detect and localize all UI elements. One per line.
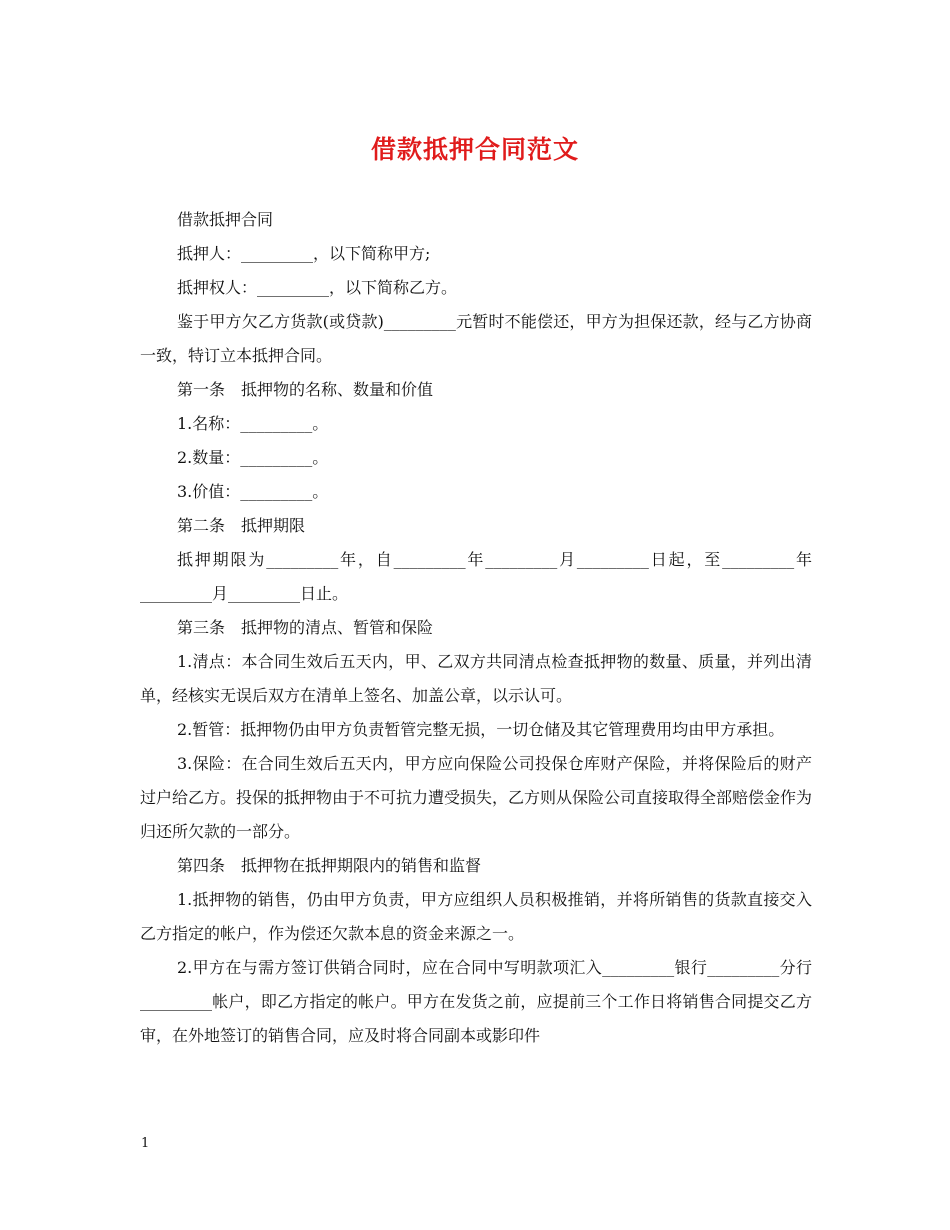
article-3-item-insurance: 3.保险：在合同生效后五天内，甲方应向保险公司投保仓库财产保险，并将保险后的财产过户给乙方。投保的抵押物由于不可抗力遭受损失，乙方则从保险公司直接取得全部赔偿金作为归还所欠款的一部分。	[140, 754, 813, 841]
article-1-item-name: 1.名称：_________。	[177, 414, 329, 433]
paragraph-contract-heading: 借款抵押合同	[177, 210, 274, 229]
document-title: 借款抵押合同范文	[370, 135, 579, 164]
article-3-item-inventory: 1.清点：本合同生效后五天内，甲、乙双方共同清点检查抵押物的数量、质量，并列出清单，经核实无误后双方在清单上签名、加盖公章，以示认可。	[140, 652, 812, 705]
article-2-term: 抵押期限为_________年，自_________年_________月_________日起，至_________年_________月_________日止。	[140, 550, 812, 603]
article-1-item-quantity: 2.数量：_________。	[177, 448, 329, 467]
paragraph-mortgagee: 抵押权人：_________，以下简称乙方。	[177, 278, 458, 297]
article-4-item-sales: 1.抵押物的销售，仍由甲方负责，甲方应组织人员积极推销，并将所销售的货款直接交入乙方指定的帐户，作为偿还欠款本息的资金来源之一。	[140, 890, 812, 943]
article-3-heading: 第三条 抵押物的清点、暂管和保险	[177, 618, 434, 637]
page-number: 1	[141, 1136, 150, 1151]
article-3-item-custody: 2.暂管：抵押物仍由甲方负责暂管完整无损，一切仓储及其它管理费用均由甲方承担。	[177, 720, 785, 739]
article-4-heading: 第四条 抵押物在抵押期限内的销售和监督	[177, 856, 482, 875]
article-4-item-contracts: 2.甲方在与需方签订供销合同时，应在合同中写明款项汇入_________银行_________分行_________帐户，即乙方指定的帐户。甲方在发货之前，应提前三个工作日将销售合同提交乙方审，在外地签订的销售合同，应及时将合同副本或影印件	[140, 958, 812, 1045]
paragraph-mortgagor: 抵押人：_________，以下简称甲方;	[177, 244, 431, 263]
article-1-heading: 第一条 抵押物的名称、数量和价值	[177, 380, 434, 399]
paragraph-preamble: 鉴于甲方欠乙方货款(或贷款)_________元暂时不能偿还，甲方为担保还款，经与乙方协商一致，特订立本抵押合同。	[140, 312, 812, 365]
document-body	[140, 203, 812, 1053]
article-1-item-value: 3.价值：_________。	[177, 482, 329, 501]
article-2-heading: 第二条 抵押期限	[177, 516, 306, 535]
